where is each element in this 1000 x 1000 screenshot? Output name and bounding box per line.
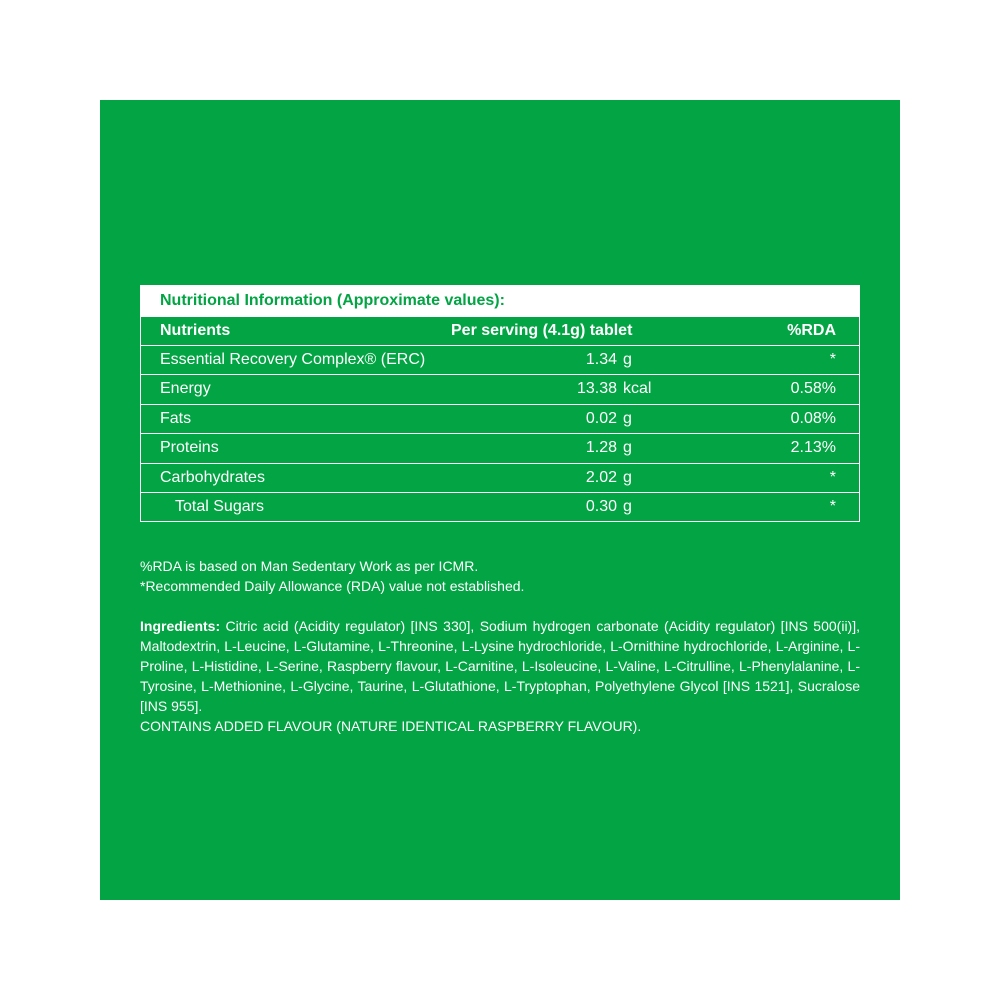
nutrient-unit: kcal	[623, 380, 652, 398]
nutrient-name: Proteins	[160, 439, 219, 457]
ingredients-block	[140, 616, 860, 736]
nutrient-name: Fats	[160, 409, 192, 427]
table-title: Nutritional Information (Approximate values):	[141, 286, 859, 316]
ingredients-label: Ingredients:	[140, 618, 221, 634]
nutrient-value: 0.02	[585, 409, 617, 427]
table-row	[141, 433, 859, 462]
nutrient-rda: *	[829, 468, 836, 486]
nutrition-table	[140, 285, 860, 522]
header-nutrients: Nutrients	[160, 322, 231, 339]
header-serving: Per serving (4.1g) tablet	[451, 322, 633, 339]
nutrient-unit: g	[623, 468, 632, 486]
table-row	[141, 463, 859, 492]
nutrient-name: Carbohydrates	[160, 468, 265, 486]
ingredients-paragraph	[140, 616, 860, 716]
nutrient-rda: *	[829, 351, 836, 368]
nutrient-unit: g	[623, 497, 632, 515]
table-row	[141, 404, 859, 433]
table-row	[141, 492, 859, 521]
header-rda: %RDA	[787, 322, 836, 339]
nutrient-value: 1.34	[585, 351, 617, 368]
ingredients-text: Citric acid (Acidity regulator) [INS 330], Sodium hydrogen carbonate (Acidity regulator) [INS 500(ii)], Maltodextrin, L-Leucine, L-Glutamine, L-Threonine, L-Lysine hydrochloride, L-Ornithine hydrochloride, L-Arginine, L-Proline, L-Histidine, L-Serine, Raspberry flavour, L-Carnitine, L-Isoleucine, L-Valine, L-Citrulline, L-Phenylalanine, L-Tyrosine, L-Methionine, L-Glycine, Taurine, L-Glutathione, L-Tryptophan, Polyethylene Glycol [INS 1521], Sucralose [INS 955].	[140, 618, 860, 714]
nutrient-unit: g	[623, 439, 632, 457]
nutrient-rda: 2.13%	[790, 439, 836, 457]
nutrient-unit: g	[623, 409, 632, 427]
nutrient-rda: 0.08%	[790, 409, 836, 427]
label-panel	[100, 100, 900, 900]
nutrient-value: 0.30	[585, 497, 617, 515]
table-row	[141, 374, 859, 403]
rda-note-asterisk: *Recommended Daily Allowance (RDA) value not established.	[140, 578, 525, 594]
rda-notes	[140, 556, 860, 596]
nutrient-name: Total Sugars	[175, 497, 264, 515]
nutrient-name: Essential Recovery Complex® (ERC)	[160, 351, 426, 368]
table-header-row	[141, 316, 859, 345]
nutrient-name: Energy	[160, 380, 211, 398]
rda-note-basis: %RDA is based on Man Sedentary Work as per ICMR.	[140, 558, 479, 574]
nutrient-unit: g	[623, 351, 632, 368]
nutrient-value: 13.38	[576, 380, 617, 398]
nutrient-value: 2.02	[585, 468, 617, 486]
table-row	[141, 345, 859, 374]
flavour-statement: CONTAINS ADDED FLAVOUR (NATURE IDENTICAL RASPBERRY FLAVOUR).	[140, 718, 642, 734]
nutrient-rda: 0.58%	[790, 380, 836, 398]
nutrient-rda: *	[829, 497, 836, 515]
nutrient-value: 1.28	[585, 439, 617, 457]
